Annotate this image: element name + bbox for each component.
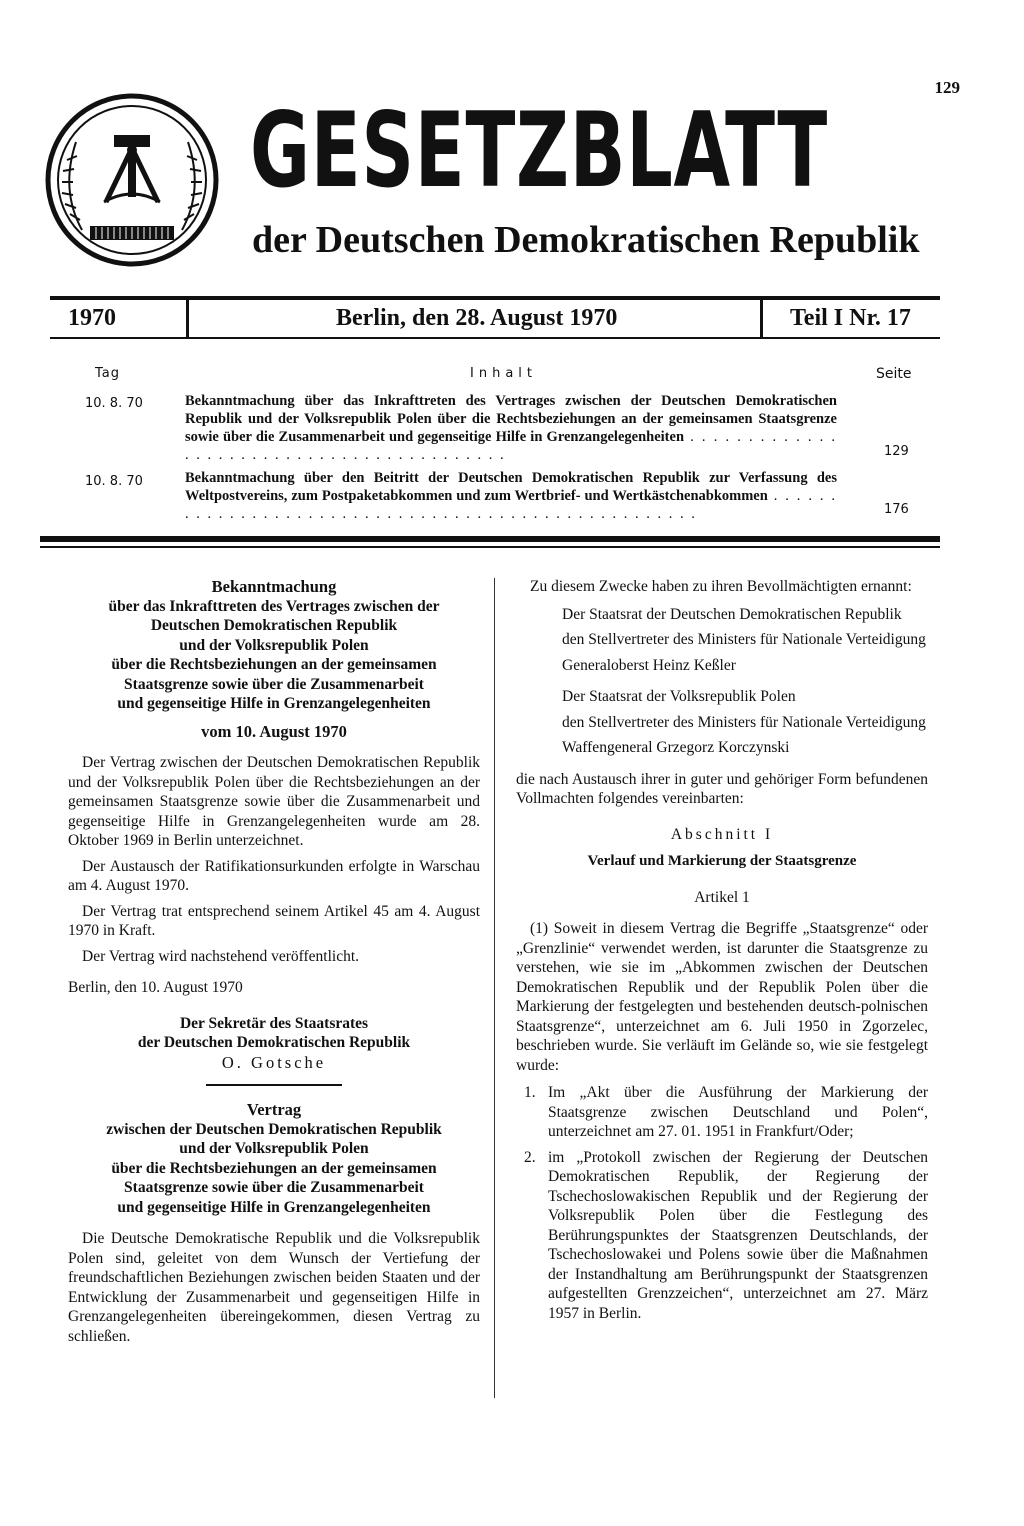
treaty-title-line: Vertrag [246, 1100, 302, 1119]
toc-entry-page: 176 [884, 502, 909, 517]
list-item [516, 1083, 928, 1142]
toc-entry-date: 10. 8. 70 [85, 474, 143, 489]
treaty-title-line: über die Rechtsbeziehungen an der gemeinsamen [111, 1159, 437, 1177]
header-divider [760, 296, 763, 339]
paragraph: Der Vertrag wird nachstehend veröffentlicht. [82, 947, 360, 965]
list-number: 1. [524, 1084, 536, 1101]
section-divider-thick [40, 536, 940, 542]
toc-header-content: Inhalt [470, 366, 537, 381]
page-number: 129 [934, 78, 960, 97]
toc-dot-leader: . . . . . . . . . . . . . . . . . . . . . . . . . . . . . . . . . . . . . . . . . . . . . . . . . . . . [185, 488, 837, 522]
notice-title-line: und gegenseitige Hilfe in Grenzangelegenheiten [117, 695, 431, 712]
column-divider [494, 578, 495, 1398]
notice-title-line: und der Volksrepublik Polen [179, 636, 369, 654]
signatory-line: der Deutschen Demokratischen Republik [137, 1034, 411, 1051]
plenipotentiary-name: Generaloberst Heinz Keßler [562, 656, 736, 674]
plenipotentiary-name: Waffengeneral Grzegorz Korczynski [562, 739, 790, 756]
section-subtitle: Verlauf und Markierung der Staatsgrenze [587, 853, 857, 869]
plenipotentiaries-group-poland [516, 687, 928, 758]
intro-text: Zu diesem Zwecke haben zu ihren Bevollmächtigten ernannt: [530, 578, 912, 595]
notice-title [68, 577, 480, 714]
list-item [516, 1148, 928, 1324]
issue-year: 1970 [68, 305, 116, 331]
notice-title-line: Bekanntmachung [211, 577, 337, 596]
short-divider [206, 1084, 342, 1086]
toc-entry-date: 10. 8. 70 [85, 396, 143, 411]
paragraph: Der Vertrag zwischen der Deutschen Demokratischen Republik und der Volksrepublik Polen über die Rechtsbeziehungen an der gemeinsamen Staatsgrenze sowie über die Zusammenarbeit und gegenseitige Hilfe in Grenzangelegenheiten wurde am 28. Oktober 1969 in Berlin unterzeichnet. [68, 754, 480, 849]
treaty-title-line: Staatsgrenze sowie über die Zusammenarbeit [124, 1179, 424, 1196]
toc-header-date: Tag [95, 366, 121, 381]
toc-entry-title: Bekanntmachung über das Inkrafttreten des Vertrages zwischen der Deutschen Demokratischen Republik und der Volksrepublik Polen über die Rechtsbeziehungen an der gemeinsamen Staatsgrenze sowie über die Zusammenarbeit und gegenseitige Hilfe in Grenzangelegenheiten [185, 393, 837, 445]
treaty-title-line: und der Volksrepublik Polen [179, 1140, 369, 1157]
article-title: Artikel 1 [694, 888, 750, 906]
notice-title-line: Staatsgrenze sowie über die Zusammenarbeit [124, 675, 424, 693]
paragraph: Der Vertrag trat entsprechend seinem Artikel 45 am 4. August 1970 in Kraft. [68, 902, 480, 939]
toc-dot-leader: . . . . . . . . . . . . . . . . . . . . . . . . . . . . . . . . . . . . . . . . . . [185, 429, 838, 463]
signatory-name: O. Gotsche [221, 1052, 327, 1072]
notice-title-line: über die Rechtsbeziehungen an der gemeinsamen [111, 656, 437, 673]
toc-entry-page: 129 [884, 444, 909, 459]
toc-entry-text [185, 392, 837, 464]
masthead-subtitle: der Deutschen Demokratischen Republik [252, 219, 920, 261]
closing-text: die nach Austausch ihrer in guter und gehöriger Form befundenen Vollmachten folgendes vereinbarten: [516, 770, 928, 807]
section-divider-thin [40, 546, 940, 548]
notice-title-line: über das Inkrafttreten des Vertrages zwischen der [108, 597, 440, 615]
toc-entry-title: Bekanntmachung über den Beitritt der Deutschen Demokratischen Republik zur Verfassung des Weltpostvereins, zum Postpaketabkommen und zum Wertbrief- und Wertkästchenabkommen [185, 470, 837, 504]
masthead-title: GESETZBLATT [250, 91, 829, 211]
paragraph: Der Austausch der Ratifikationsurkunden erfolgte in Warschau am 4. August 1970. [68, 857, 480, 894]
treaty-title [68, 1100, 480, 1217]
article-paragraph: (1) Soweit in diesem Vertrag die Begriffe „Staatsgrenze“ oder „Grenzlinie“ verwendet werden, ist darunter die Staatsgrenze zu verstehen, wie sie im „Abkommen zwischen der Deutschen Demokratischen Republik und der Republik Polen über die Markierung der festgelegten und bestehenden deutsch-polnischen Staatsgrenze“, unterzeichnet am 6. Juli 1950 in Zgorzelec, beschrieben wurde. Sie verläuft im Gelände so, wie sie festgelegt wurde: [516, 920, 928, 1074]
header-rule-bottom [50, 337, 940, 339]
header-divider [186, 296, 189, 339]
treaty-title-line: und gegenseitige Hilfe in Grenzangelegenheiten [117, 1198, 431, 1216]
notice-title-line: Deutschen Demokratischen Republik [150, 617, 398, 634]
treaty-title-line: zwischen der Deutschen Demokratischen Republik [106, 1120, 442, 1138]
plenipotentiary-line: den Stellvertreter des Ministers für Nationale Verteidigung [562, 713, 926, 731]
toc-entry-text [185, 469, 837, 523]
list-number: 2. [524, 1148, 536, 1166]
state-emblem-seal [42, 90, 222, 270]
list-text: im „Protokoll zwischen der Regierung der Deutschen Demokratischen Republik, der Regierung der Tschechoslowakischen Republik und der Regierung der Volksrepublik Polen über die Festlegung des Berührungspunktes der Staatsgrenzen Deutschlands, der Tschechoslowakei und Polens sowie über die Maßnahmen der Instandhaltung am Berührungspunkt der Staatsgrenzen aufgestellten Grenzzeichen“, unterzeichnet am 27. März 1957 in Berlin. [548, 1148, 928, 1322]
plenipotentiary-line: Der Staatsrat der Volksrepublik Polen [562, 688, 796, 705]
signatory-line: Der Sekretär des Staatsrates [179, 1014, 369, 1032]
place-date: Berlin, den 10. August 1970 [68, 979, 243, 996]
list-text: Im „Akt über die Ausführung der Markierung der Staatsgrenze zwischen Deutschland und Polen“, unterzeichnet am 27. 01. 1951 in Frankfurt/Oder; [548, 1084, 928, 1140]
section-title: Abschnitt I [670, 825, 774, 843]
issue-date: Berlin, den 28. August 1970 [336, 305, 618, 331]
preamble: Die Deutsche Demokratische Republik und die Volksrepublik Polen sind, geleitet von dem Wunsch der Vertiefung der freundschaftlichen Beziehungen zwischen beiden Staaten und der Entwicklung der Zusammenarbeit und gegenseitigen Hilfe in Grenzangelegenheiten übereingekommen, diesen Vertrag zu schließen. [68, 1230, 480, 1345]
plenipotentiaries-group-gdr [516, 605, 928, 676]
right-column [516, 577, 928, 1323]
notice-date: vom 10. August 1970 [201, 721, 347, 741]
left-column [68, 577, 480, 1346]
plenipotentiary-line: Der Staatsrat der Deutschen Demokratischen Republik [562, 605, 902, 623]
issue-part-number: Teil I Nr. 17 [790, 305, 911, 331]
header-rule-top [50, 296, 940, 300]
toc-header-page: Seite [876, 366, 912, 382]
plenipotentiary-line: den Stellvertreter des Ministers für Nationale Verteidigung [562, 631, 926, 648]
